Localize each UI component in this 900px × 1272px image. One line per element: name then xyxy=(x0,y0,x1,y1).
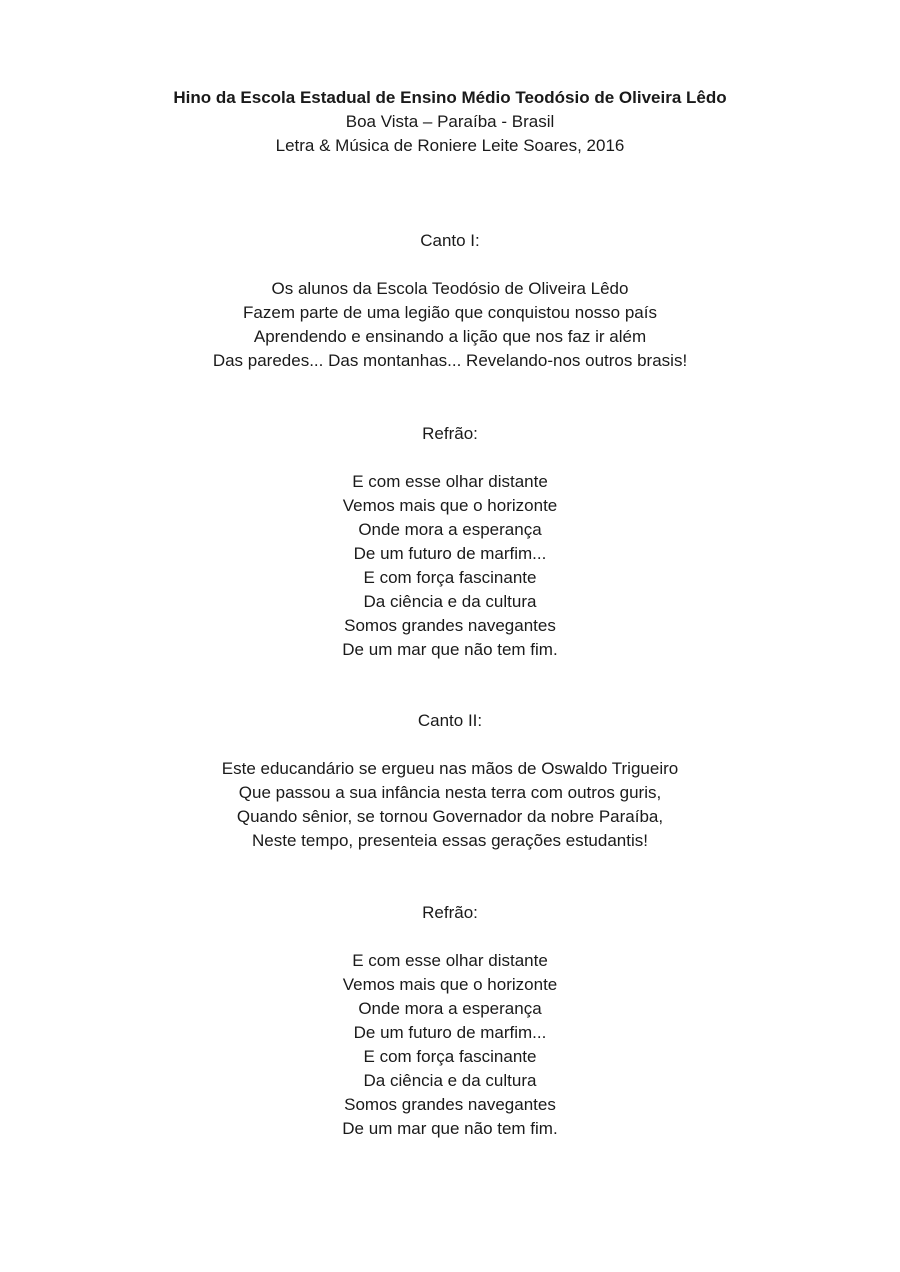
verse-line: De um futuro de marfim... xyxy=(353,1023,547,1042)
verse-lines xyxy=(0,757,900,853)
verse-line: E com força fascinante xyxy=(363,1047,537,1066)
verse-line: Das paredes... Das montanhas... Revelando-nos outros brasis! xyxy=(212,351,688,370)
verse-lines xyxy=(0,277,900,373)
verse-line: Os alunos da Escola Teodósio de Oliveira Lêdo xyxy=(271,279,629,298)
verse-line: E com força fascinante xyxy=(363,568,537,587)
verse-line: De um mar que não tem fim. xyxy=(342,1119,558,1138)
location-line: Boa Vista – Paraíba - Brasil xyxy=(345,112,555,131)
verse-line: Onde mora a esperança xyxy=(358,520,542,539)
verse-line: Somos grandes navegantes xyxy=(344,616,556,635)
section-heading: Canto I: xyxy=(420,231,480,250)
section-canto-1 xyxy=(0,229,900,373)
section-refrao-2 xyxy=(0,901,900,1141)
verse-line: Que passou a sua infância nesta terra com outros guris, xyxy=(238,783,662,802)
section-refrao-1 xyxy=(0,422,900,662)
section-heading: Refrão: xyxy=(422,424,478,443)
document-title: Hino da Escola Estadual de Ensino Médio Teodósio de Oliveira Lêdo xyxy=(173,88,727,107)
verse-line: Este educandário se ergueu nas mãos de Oswaldo Trigueiro xyxy=(221,759,679,778)
section-heading: Refrão: xyxy=(422,903,478,922)
section-heading: Canto II: xyxy=(417,711,483,730)
verse-line: Quando sênior, se tornou Governador da nobre Paraíba, xyxy=(236,807,664,826)
verse-lines xyxy=(0,470,900,662)
section-canto-2 xyxy=(0,709,900,853)
verse-line: Onde mora a esperança xyxy=(358,999,542,1018)
verse-line: E com esse olhar distante xyxy=(352,472,548,491)
verse-line: Somos grandes navegantes xyxy=(344,1095,556,1114)
verse-line: Da ciência e da cultura xyxy=(363,592,537,611)
verse-line: Neste tempo, presenteia essas gerações estudantis! xyxy=(252,831,648,850)
verse-line: E com esse olhar distante xyxy=(352,951,548,970)
verse-lines xyxy=(0,949,900,1141)
document-header xyxy=(0,86,900,158)
verse-line: De um mar que não tem fim. xyxy=(342,640,558,659)
verse-line: Da ciência e da cultura xyxy=(363,1071,537,1090)
verse-line: De um futuro de marfim... xyxy=(353,544,547,563)
verse-line: Vemos mais que o horizonte xyxy=(342,975,558,994)
verse-line: Vemos mais que o horizonte xyxy=(342,496,558,515)
verse-line: Aprendendo e ensinando a lição que nos faz ir além xyxy=(253,327,647,346)
verse-line: Fazem parte de uma legião que conquistou nosso país xyxy=(243,303,657,322)
credits-line: Letra & Música de Roniere Leite Soares, 2016 xyxy=(275,136,625,155)
